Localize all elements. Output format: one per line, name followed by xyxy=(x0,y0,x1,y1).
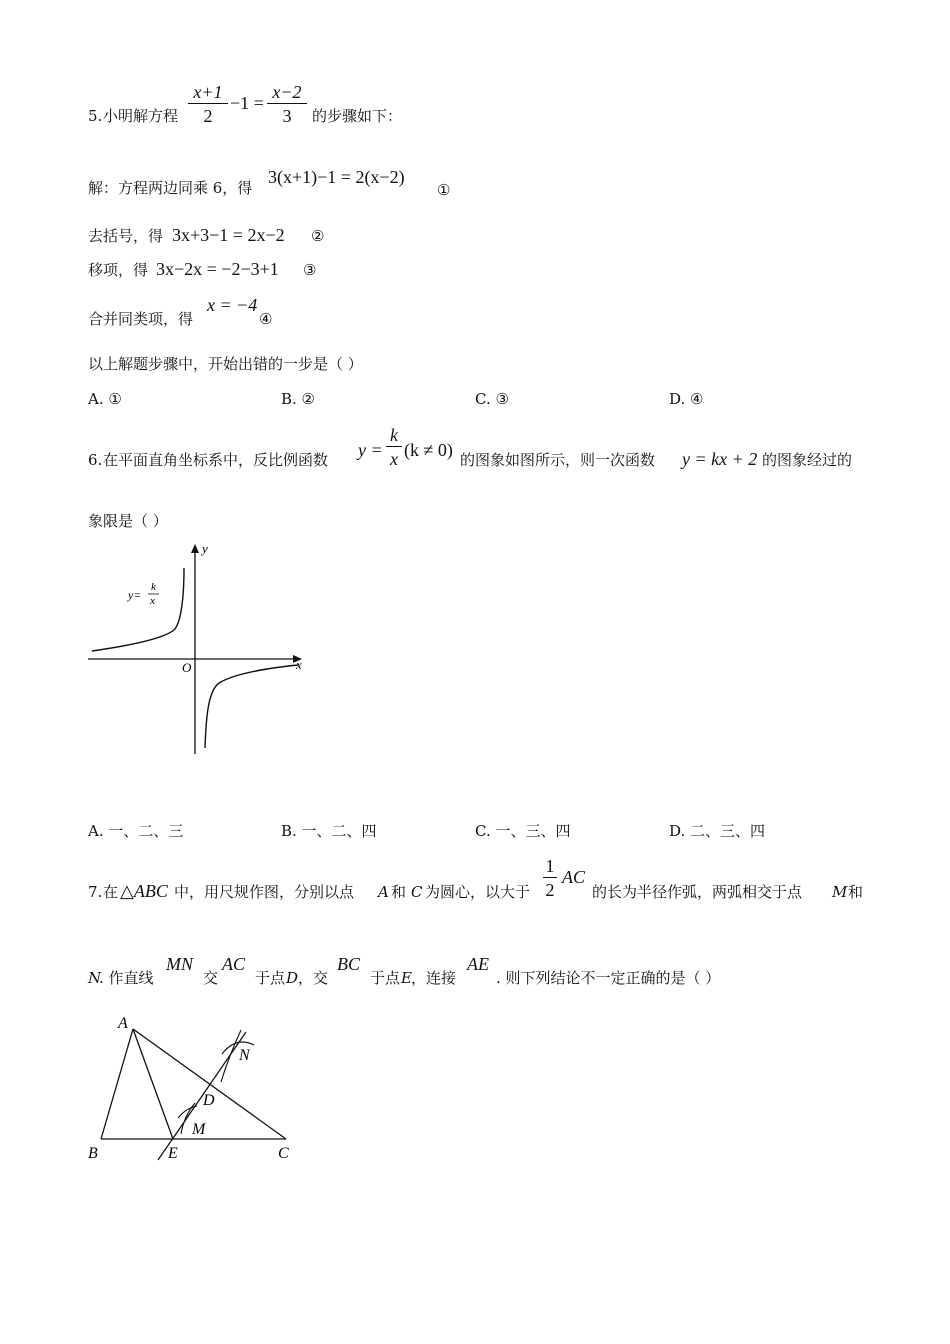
q7-jiao-2: ，交 xyxy=(298,969,329,987)
label-n: N xyxy=(239,1047,250,1064)
q6-func-lhs: y = xyxy=(358,440,383,460)
hyperbola-branch-2 xyxy=(92,568,184,651)
q5-question: 以上解题步骤中，开始出错的一步是（ ） xyxy=(88,355,363,373)
q5-step4-text: 合并同类项，得 xyxy=(88,310,194,328)
q5-step1-math: 3(x+1)−1 = 2(x−2) xyxy=(268,167,405,187)
q5-frac1-num: x+1 xyxy=(193,82,223,102)
q5-step3-math: 3x−2x = −2−3+1 xyxy=(156,259,279,279)
hyperbola-branch-4 xyxy=(205,665,298,748)
q7-stem-e: . 则下列结论不一定正确的是（ ） xyxy=(496,969,721,987)
q5-fraction-1 xyxy=(188,82,228,126)
label-b: B xyxy=(88,1145,98,1162)
q6-frac-den: x xyxy=(390,449,398,469)
q7-line2-a: . 作直线 xyxy=(99,969,154,987)
q7-ac-2: AC xyxy=(222,954,246,974)
q5-step3-mark: ③ xyxy=(303,261,317,279)
q5-frac2-den: 3 xyxy=(282,106,292,126)
q7-yu-e: 于点 xyxy=(370,969,401,987)
q6-stem-c: 的图象经过的 xyxy=(762,451,853,469)
segment-ab xyxy=(101,1029,133,1139)
q7-triangle: △ABC xyxy=(120,881,168,901)
label-m: M xyxy=(192,1121,206,1138)
q7-stem-b: 中，用尺规作图，分别以点 xyxy=(174,883,355,901)
q7-yu-d: 于点 xyxy=(255,969,286,987)
q5-stem-a: 小明解方程 xyxy=(103,107,179,125)
q7-bc: BC xyxy=(337,954,361,974)
q6-stem-b: 的图象如图所示，则一次函数 xyxy=(460,451,656,469)
q5-step2-mark: ② xyxy=(311,227,325,245)
q5-step1-text: 解：方程两边同乘 6，得 xyxy=(88,179,253,197)
q7-number: 7. xyxy=(88,883,103,901)
q7-point-e: E xyxy=(401,969,412,987)
q5-option-b: B. ② xyxy=(281,390,316,408)
q5-frac1-den: 2 xyxy=(203,106,213,126)
q7-stem-d: 的长为半径作弧，两弧相交于点 xyxy=(592,883,803,901)
q6-linear-func: y = kx + 2 xyxy=(682,449,758,469)
q5-step2-math: 3x+3−1 = 2x−2 xyxy=(172,225,285,245)
q7-half-den: 2 xyxy=(545,880,555,900)
q7-lianjie: ，连接 xyxy=(411,969,457,987)
segment-ae xyxy=(133,1029,173,1139)
q6-option-b: B. 一、二、四 xyxy=(281,822,377,840)
q7-ac: AC xyxy=(562,867,586,887)
q5-number: 5. xyxy=(88,107,103,125)
q6-number: 6. xyxy=(88,451,103,469)
q6-hyperbola-graph xyxy=(84,538,314,760)
curve-label-lhs: y= xyxy=(128,588,142,602)
q6-option-d: D. 二、三、四 xyxy=(669,822,766,840)
curve-label-num: k xyxy=(151,581,156,593)
q5-mid-op: −1 = xyxy=(230,93,264,113)
x-axis-label: x xyxy=(296,657,302,672)
arc-n-2 xyxy=(221,1030,241,1082)
q5-option-a: A. ① xyxy=(88,390,122,408)
q6-condition: (k ≠ 0) xyxy=(404,440,453,460)
q7-point-m: M xyxy=(832,883,848,901)
q7-triangle-figure xyxy=(84,1008,308,1168)
label-d: D xyxy=(203,1092,215,1109)
q7-point-c: C xyxy=(411,883,423,901)
q5-fraction-2 xyxy=(267,82,307,126)
q5-step2-text: 去括号，得 xyxy=(88,227,164,245)
q7-point-a: A xyxy=(378,883,389,901)
q7-half-num: 1 xyxy=(545,856,555,876)
q7-half-fraction xyxy=(543,856,557,900)
label-a: A xyxy=(118,1015,128,1032)
q6-option-c: C. 一、三、四 xyxy=(475,822,571,840)
origin-label: O xyxy=(182,660,192,675)
curve-label-den: x xyxy=(150,595,155,607)
label-c: C xyxy=(278,1145,289,1162)
q6-stem-d: 象限是（ ） xyxy=(88,512,168,530)
q5-step4-mark: ④ xyxy=(259,310,273,328)
q7-stem-c: 为圆心，以大于 xyxy=(425,883,531,901)
q5-frac2-num: x−2 xyxy=(272,82,302,102)
q7-stem-a: 在 xyxy=(103,883,119,901)
q6-frac-num: k xyxy=(390,425,398,445)
q6-stem-a: 在平面直角坐标系中，反比例函数 xyxy=(103,451,329,469)
q5-step3-text: 移项，得 xyxy=(88,261,149,279)
label-e: E xyxy=(168,1145,178,1162)
q7-mn: MN xyxy=(166,954,193,974)
q5-step4-math: x = −4 xyxy=(207,295,258,315)
q7-ae: AE xyxy=(467,954,489,974)
q5-option-c: C. ③ xyxy=(475,390,509,408)
q7-point-d: D xyxy=(286,969,299,987)
q7-and-2: 和 xyxy=(848,883,864,901)
q7-jiao: 交 xyxy=(203,969,219,987)
q5-option-d: D. ④ xyxy=(669,390,704,408)
y-axis-arrow-icon xyxy=(191,544,199,553)
line-mn xyxy=(158,1032,246,1160)
q6-fraction xyxy=(386,425,402,469)
q5-step1-mark: ① xyxy=(437,181,451,199)
q6-option-a: A. 一、二、三 xyxy=(88,822,184,840)
q7-and: 和 xyxy=(391,883,407,901)
y-axis-label: y xyxy=(202,541,208,556)
q7-point-n: N xyxy=(88,969,102,987)
q5-stem-b: 的步骤如下： xyxy=(312,107,403,125)
